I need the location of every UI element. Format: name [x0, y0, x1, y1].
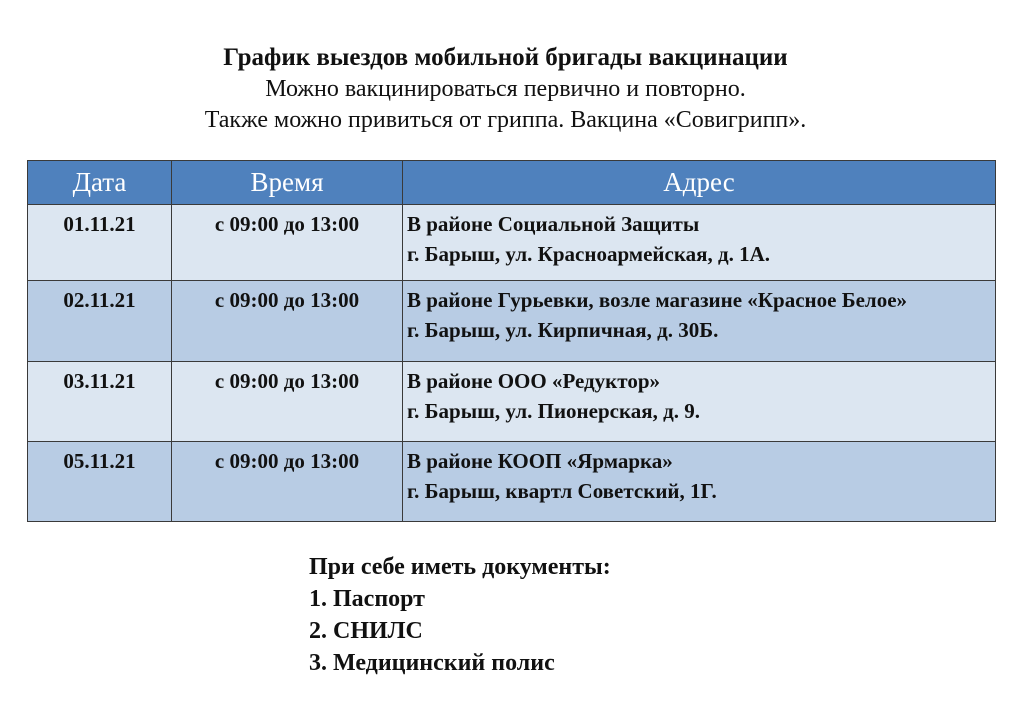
subtitle-line-2: Также можно привиться от гриппа. Вакцина «Совигрипп».: [204, 107, 807, 133]
table-row: [28, 362, 996, 442]
address-cell: [403, 205, 996, 281]
document-item-snils: 2. СНИЛС: [309, 618, 423, 644]
time-cell: с 09:00 до 13:00: [172, 281, 403, 362]
table-row: [28, 281, 996, 362]
time-cell: с 09:00 до 13:00: [172, 362, 403, 442]
date-cell: 01.11.21: [28, 205, 172, 281]
address-cell: [403, 362, 996, 442]
date-cell: 03.11.21: [28, 362, 172, 442]
table-row: [28, 442, 996, 522]
address-street: г. Барыш, ул. Красноармейская, д. 1А.: [407, 242, 771, 266]
address-landmark: В районе КООП «Ярмарка»: [407, 449, 673, 473]
time-cell: с 09:00 до 13:00: [172, 205, 403, 281]
documents-heading: При себе иметь документы:: [309, 554, 611, 580]
column-header-address: Адрес: [403, 161, 996, 205]
time-cell: с 09:00 до 13:00: [172, 442, 403, 522]
table-header-row: [28, 161, 996, 205]
column-header-time: Время: [172, 161, 403, 205]
document-item-passport: 1. Паспорт: [309, 586, 425, 612]
address-street: г. Барыш, квартл Советский, 1Г.: [407, 479, 717, 503]
address-landmark: В районе ООО «Редуктор»: [407, 369, 660, 393]
documents-list: [309, 551, 611, 679]
address-street: г. Барыш, ул. Пионерская, д. 9.: [407, 399, 700, 423]
table-row: [28, 205, 996, 281]
schedule-table: [27, 160, 996, 522]
page-title: График выездов мобильной бригады вакцинации: [223, 44, 788, 71]
address-cell: [403, 442, 996, 522]
page-header: [0, 42, 1011, 136]
address-landmark: В районе Гурьевки, возле магазине «Красное Белое»: [407, 288, 908, 312]
address-street: г. Барыш, ул. Кирпичная, д. 30Б.: [407, 318, 719, 342]
subtitle-line-1: Можно вакцинироваться первично и повторно.: [265, 76, 746, 102]
date-cell: 02.11.21: [28, 281, 172, 362]
address-cell: [403, 281, 996, 362]
address-landmark: В районе Социальной Защиты: [407, 212, 700, 236]
column-header-date: Дата: [28, 161, 172, 205]
date-cell: 05.11.21: [28, 442, 172, 522]
document-item-medical-policy: 3. Медицинский полис: [309, 650, 555, 676]
